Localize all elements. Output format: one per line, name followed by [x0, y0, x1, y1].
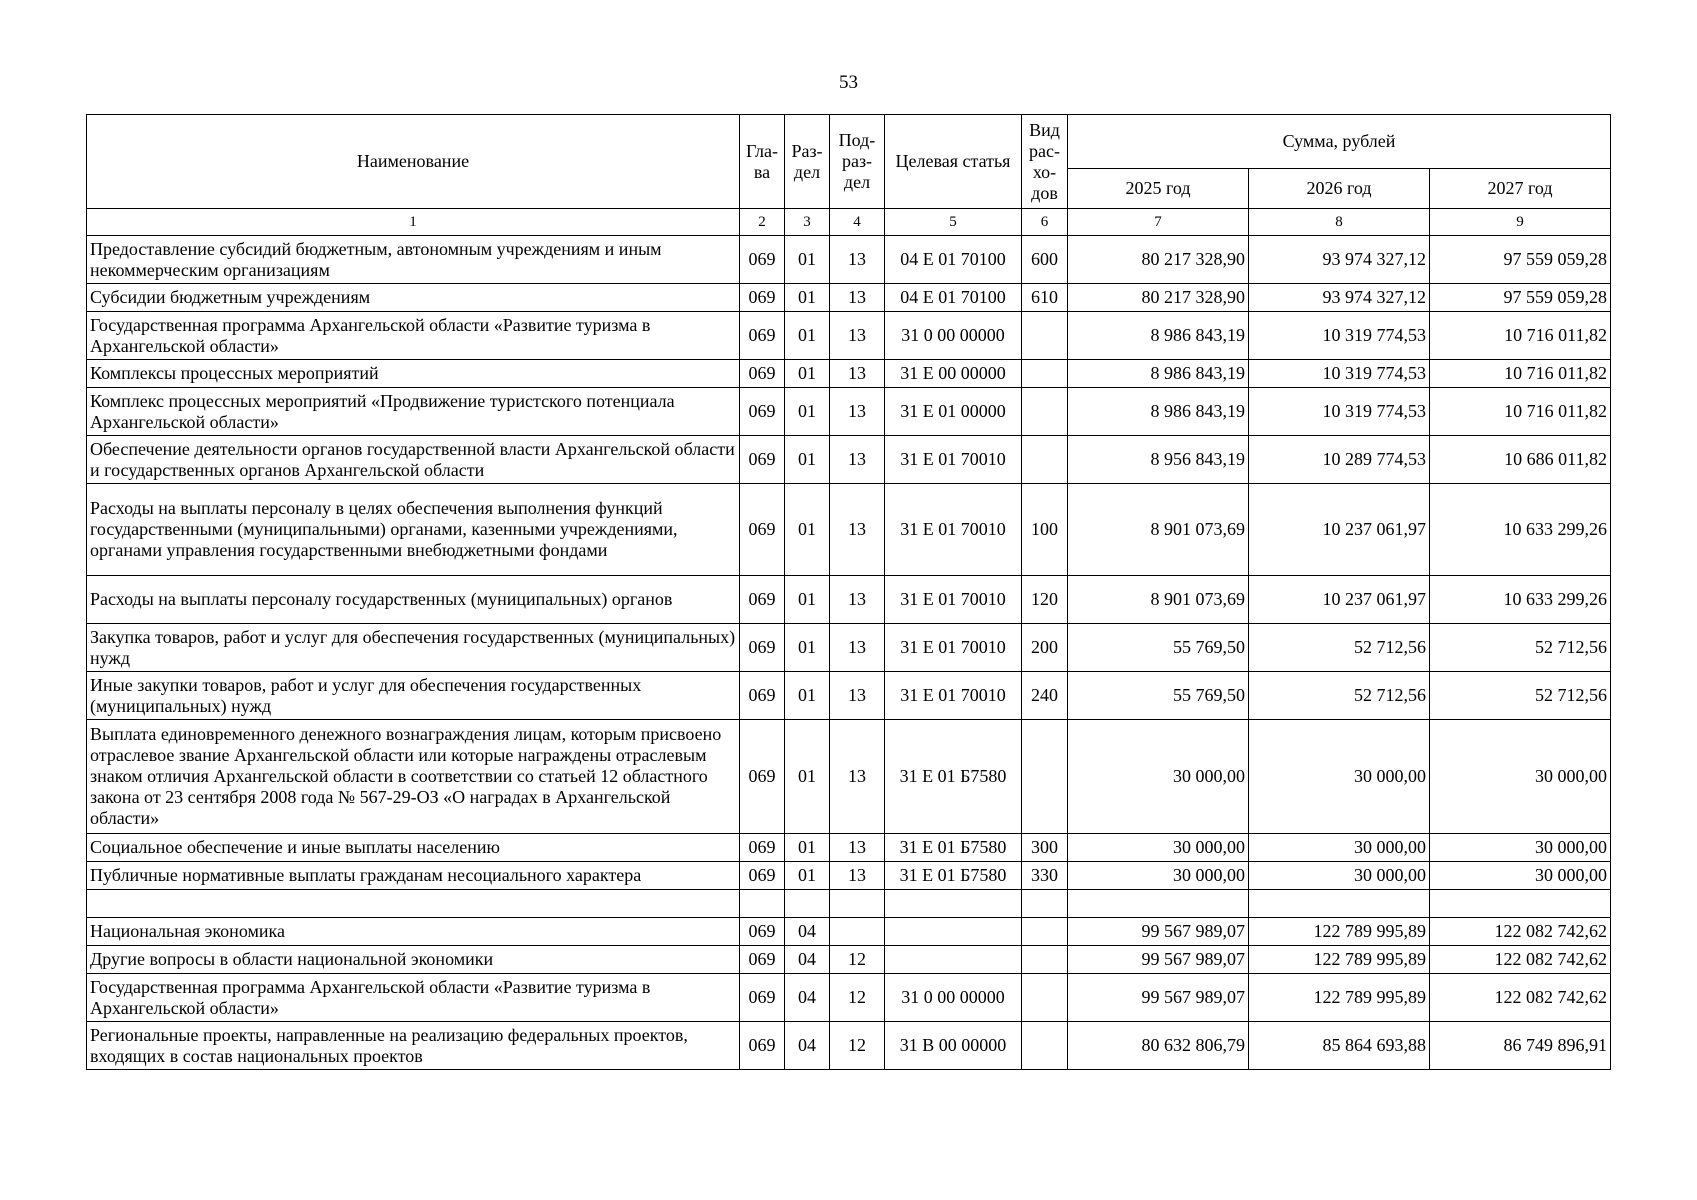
row-target: 31 Е 01 70010: [885, 484, 1022, 576]
row-sum-2026: 30 000,00: [1249, 834, 1430, 862]
row-podrazdel: 13: [830, 284, 885, 312]
row-vid: [1022, 388, 1068, 436]
row-target: 31 Е 01 70010: [885, 576, 1022, 624]
row-razdel: 04: [785, 974, 830, 1022]
row-sum-2025: 80 217 328,90: [1068, 284, 1249, 312]
row-sum-2025: 99 567 989,07: [1068, 946, 1249, 974]
row-podrazdel: [830, 918, 885, 946]
row-sum-2026: 10 237 061,97: [1249, 576, 1430, 624]
row-vid: [1022, 1022, 1068, 1070]
row-razdel: 01: [785, 576, 830, 624]
row-podrazdel: 13: [830, 388, 885, 436]
row-razdel: 01: [785, 624, 830, 672]
row-sum-2027: 97 559 059,28: [1430, 236, 1611, 284]
row-vid: 330: [1022, 862, 1068, 890]
header-year-2026: 2026 год: [1249, 169, 1430, 209]
row-name: Национальная экономика: [87, 918, 740, 946]
row-podrazdel: 13: [830, 624, 885, 672]
row-target: 31 Е 01 70010: [885, 436, 1022, 484]
row-name: Региональные проекты, направленные на реализацию федеральных проектов, входящих в состав национальных проектов: [87, 1022, 740, 1070]
row-sum-2026: 10 319 774,53: [1249, 360, 1430, 388]
row-sum-2027: 122 082 742,62: [1430, 946, 1611, 974]
row-sum-2026: 10 319 774,53: [1249, 312, 1430, 360]
row-name: Комплексы процессных мероприятий: [87, 360, 740, 388]
row-sum-2026: 122 789 995,89: [1249, 946, 1430, 974]
row-razdel: 01: [785, 312, 830, 360]
table-row: [87, 862, 1611, 890]
row-glava: 069: [740, 436, 785, 484]
row-razdel: 04: [785, 946, 830, 974]
row-vid: [1022, 918, 1068, 946]
row-sum-2025: 30 000,00: [1068, 834, 1249, 862]
row-razdel: 01: [785, 834, 830, 862]
header-year-2027: 2027 год: [1430, 169, 1611, 209]
row-sum-2025: 55 769,50: [1068, 672, 1249, 720]
row-glava: [740, 890, 785, 918]
table-row: [87, 312, 1611, 360]
row-glava: 069: [740, 624, 785, 672]
row-sum-2026: 122 789 995,89: [1249, 974, 1430, 1022]
table-row: [87, 1022, 1611, 1070]
row-target: [885, 918, 1022, 946]
row-target: 04 Е 01 70100: [885, 284, 1022, 312]
row-glava: 069: [740, 672, 785, 720]
row-name: Иные закупки товаров, работ и услуг для обеспечения государственных (муниципальных) нужд: [87, 672, 740, 720]
row-name: Государственная программа Архангельской области «Развитие туризма в Архангельской области»: [87, 974, 740, 1022]
row-vid: 610: [1022, 284, 1068, 312]
header-year-2025: 2025 год: [1068, 169, 1249, 209]
table-row: [87, 576, 1611, 624]
row-razdel: 04: [785, 1022, 830, 1070]
table-row: [87, 946, 1611, 974]
column-number: 8: [1249, 209, 1430, 236]
row-vid: [1022, 974, 1068, 1022]
row-vid: [1022, 436, 1068, 484]
header-vid: Вид рас-хо-дов: [1022, 115, 1068, 209]
row-name: Комплекс процессных мероприятий «Продвижение туристского потенциала Архангельской области»: [87, 388, 740, 436]
row-podrazdel: 13: [830, 834, 885, 862]
row-podrazdel: 13: [830, 576, 885, 624]
row-sum-2027: 52 712,56: [1430, 672, 1611, 720]
row-sum-2025: 80 217 328,90: [1068, 236, 1249, 284]
table-row: [87, 720, 1611, 834]
row-sum-2027: 10 633 299,26: [1430, 576, 1611, 624]
column-number: 4: [830, 209, 885, 236]
row-sum-2025: [1068, 890, 1249, 918]
row-sum-2027: 30 000,00: [1430, 862, 1611, 890]
row-razdel: 01: [785, 436, 830, 484]
table-row: [87, 360, 1611, 388]
row-podrazdel: 13: [830, 360, 885, 388]
table-row: [87, 236, 1611, 284]
row-vid: [1022, 720, 1068, 834]
row-sum-2026: 10 237 061,97: [1249, 484, 1430, 576]
column-number: 9: [1430, 209, 1611, 236]
row-sum-2026: 10 289 774,53: [1249, 436, 1430, 484]
row-name: Субсидии бюджетным учреждениям: [87, 284, 740, 312]
row-sum-2027: 97 559 059,28: [1430, 284, 1611, 312]
row-target: [885, 946, 1022, 974]
row-glava: 069: [740, 284, 785, 312]
row-podrazdel: 13: [830, 236, 885, 284]
row-sum-2027: 30 000,00: [1430, 720, 1611, 834]
row-sum-2027: 10 716 011,82: [1430, 312, 1611, 360]
row-vid: 240: [1022, 672, 1068, 720]
row-glava: 069: [740, 862, 785, 890]
row-glava: 069: [740, 576, 785, 624]
row-sum-2026: 52 712,56: [1249, 672, 1430, 720]
row-sum-2027: [1430, 890, 1611, 918]
row-razdel: 01: [785, 284, 830, 312]
row-sum-2027: 10 716 011,82: [1430, 360, 1611, 388]
row-razdel: 01: [785, 360, 830, 388]
row-vid: 120: [1022, 576, 1068, 624]
row-glava: 069: [740, 720, 785, 834]
row-sum-2027: 52 712,56: [1430, 624, 1611, 672]
row-sum-2025: 30 000,00: [1068, 862, 1249, 890]
row-sum-2027: 30 000,00: [1430, 834, 1611, 862]
row-target: 31 Е 01 Б7580: [885, 862, 1022, 890]
row-podrazdel: 13: [830, 672, 885, 720]
row-glava: 069: [740, 1022, 785, 1070]
row-sum-2027: 10 633 299,26: [1430, 484, 1611, 576]
row-podrazdel: 13: [830, 862, 885, 890]
row-sum-2026: 30 000,00: [1249, 862, 1430, 890]
header-name: Наименование: [87, 115, 740, 209]
header-razdel: Раз-дел: [785, 115, 830, 209]
column-number: 1: [87, 209, 740, 236]
row-podrazdel: 13: [830, 720, 885, 834]
row-target: [885, 890, 1022, 918]
row-sum-2025: 8 986 843,19: [1068, 388, 1249, 436]
row-vid: [1022, 946, 1068, 974]
row-name: Расходы на выплаты персоналу государственных (муниципальных) органов: [87, 576, 740, 624]
table-row-empty: [87, 890, 1611, 918]
row-target: 31 0 00 00000: [885, 974, 1022, 1022]
row-vid: [1022, 360, 1068, 388]
row-glava: 069: [740, 388, 785, 436]
row-glava: 069: [740, 974, 785, 1022]
table-row: [87, 284, 1611, 312]
column-number: 5: [885, 209, 1022, 236]
row-razdel: 04: [785, 918, 830, 946]
table-row: [87, 672, 1611, 720]
header-row: [87, 115, 1611, 169]
table-row: [87, 974, 1611, 1022]
column-number: 3: [785, 209, 830, 236]
row-vid: 100: [1022, 484, 1068, 576]
row-target: 31 Е 01 70010: [885, 624, 1022, 672]
row-target: 31 Е 01 Б7580: [885, 834, 1022, 862]
row-name: Выплата единовременного денежного вознаграждения лицам, которым присвоено отраслевое звание Архангельской области или которые награждены отраслевым знаком отличия Архангельской области в соответствии со статьей 12 областного закона от 23 сентября 2008 года № 567-29-ОЗ «О наградах в Архангельской области»: [87, 720, 740, 834]
row-glava: 069: [740, 484, 785, 576]
row-vid: 300: [1022, 834, 1068, 862]
table-row: [87, 624, 1611, 672]
row-razdel: 01: [785, 672, 830, 720]
row-name: Социальное обеспечение и иные выплаты населению: [87, 834, 740, 862]
row-sum-2025: 8 986 843,19: [1068, 312, 1249, 360]
row-sum-2026: [1249, 890, 1430, 918]
row-sum-2026: 85 864 693,88: [1249, 1022, 1430, 1070]
row-sum-2027: 86 749 896,91: [1430, 1022, 1611, 1070]
row-sum-2026: 93 974 327,12: [1249, 236, 1430, 284]
header-sum: Сумма, рублей: [1068, 115, 1611, 169]
row-podrazdel: 12: [830, 974, 885, 1022]
row-sum-2027: 122 082 742,62: [1430, 974, 1611, 1022]
column-number: 7: [1068, 209, 1249, 236]
header-target: Целевая статья: [885, 115, 1022, 209]
row-vid: [1022, 890, 1068, 918]
row-target: 31 0 00 00000: [885, 312, 1022, 360]
row-target: 31 Е 01 70010: [885, 672, 1022, 720]
row-sum-2026: 10 319 774,53: [1249, 388, 1430, 436]
row-podrazdel: 12: [830, 1022, 885, 1070]
row-target: 31 Е 01 Б7580: [885, 720, 1022, 834]
row-vid: [1022, 312, 1068, 360]
table-row: [87, 388, 1611, 436]
row-sum-2025: 99 567 989,07: [1068, 974, 1249, 1022]
row-glava: 069: [740, 312, 785, 360]
header-glava: Гла-ва: [740, 115, 785, 209]
column-numbers-row: [87, 209, 1611, 236]
row-sum-2025: 30 000,00: [1068, 720, 1249, 834]
row-sum-2025: 8 901 073,69: [1068, 484, 1249, 576]
row-sum-2027: 122 082 742,62: [1430, 918, 1611, 946]
row-podrazdel: 13: [830, 436, 885, 484]
page-number: 53: [839, 72, 858, 93]
column-number: 2: [740, 209, 785, 236]
row-podrazdel: 12: [830, 946, 885, 974]
row-vid: 200: [1022, 624, 1068, 672]
column-number: 6: [1022, 209, 1068, 236]
row-glava: 069: [740, 360, 785, 388]
row-name: Расходы на выплаты персоналу в целях обеспечения выполнения функций государственными (муниципальными) органами, казенными учреждениями, органами управления государственными внебюджетными фондами: [87, 484, 740, 576]
row-razdel: 01: [785, 236, 830, 284]
row-sum-2025: 8 956 843,19: [1068, 436, 1249, 484]
row-razdel: 01: [785, 484, 830, 576]
row-razdel: 01: [785, 388, 830, 436]
row-glava: 069: [740, 918, 785, 946]
row-sum-2025: 55 769,50: [1068, 624, 1249, 672]
table-row: [87, 918, 1611, 946]
row-target: 31 В 00 00000: [885, 1022, 1022, 1070]
row-name: Государственная программа Архангельской области «Развитие туризма в Архангельской области»: [87, 312, 740, 360]
header-podrazdel: Под-раз-дел: [830, 115, 885, 209]
row-target: 31 Е 01 00000: [885, 388, 1022, 436]
row-sum-2025: 80 632 806,79: [1068, 1022, 1249, 1070]
row-name: Предоставление субсидий бюджетным, автономным учреждениям и иным некоммерческим организациям: [87, 236, 740, 284]
row-name: [87, 890, 740, 918]
row-podrazdel: [830, 890, 885, 918]
row-target: 04 Е 01 70100: [885, 236, 1022, 284]
table-row: [87, 436, 1611, 484]
row-name: Закупка товаров, работ и услуг для обеспечения государственных (муниципальных) нужд: [87, 624, 740, 672]
row-sum-2027: 10 716 011,82: [1430, 388, 1611, 436]
row-sum-2026: 93 974 327,12: [1249, 284, 1430, 312]
table-row: [87, 484, 1611, 576]
row-sum-2027: 10 686 011,82: [1430, 436, 1611, 484]
row-name: Другие вопросы в области национальной экономики: [87, 946, 740, 974]
row-razdel: 01: [785, 862, 830, 890]
row-sum-2025: 8 986 843,19: [1068, 360, 1249, 388]
row-razdel: [785, 890, 830, 918]
row-sum-2026: 30 000,00: [1249, 720, 1430, 834]
row-glava: 069: [740, 834, 785, 862]
row-target: 31 Е 00 00000: [885, 360, 1022, 388]
row-sum-2025: 99 567 989,07: [1068, 918, 1249, 946]
row-glava: 069: [740, 236, 785, 284]
row-name: Публичные нормативные выплаты гражданам несоциального характера: [87, 862, 740, 890]
row-sum-2026: 122 789 995,89: [1249, 918, 1430, 946]
row-glava: 069: [740, 946, 785, 974]
row-razdel: 01: [785, 720, 830, 834]
row-name: Обеспечение деятельности органов государственной власти Архангельской области и государственных органов Архангельской области: [87, 436, 740, 484]
budget-table: [86, 114, 1611, 1070]
table-row: [87, 834, 1611, 862]
row-podrazdel: 13: [830, 484, 885, 576]
row-sum-2026: 52 712,56: [1249, 624, 1430, 672]
row-vid: 600: [1022, 236, 1068, 284]
row-sum-2025: 8 901 073,69: [1068, 576, 1249, 624]
row-podrazdel: 13: [830, 312, 885, 360]
